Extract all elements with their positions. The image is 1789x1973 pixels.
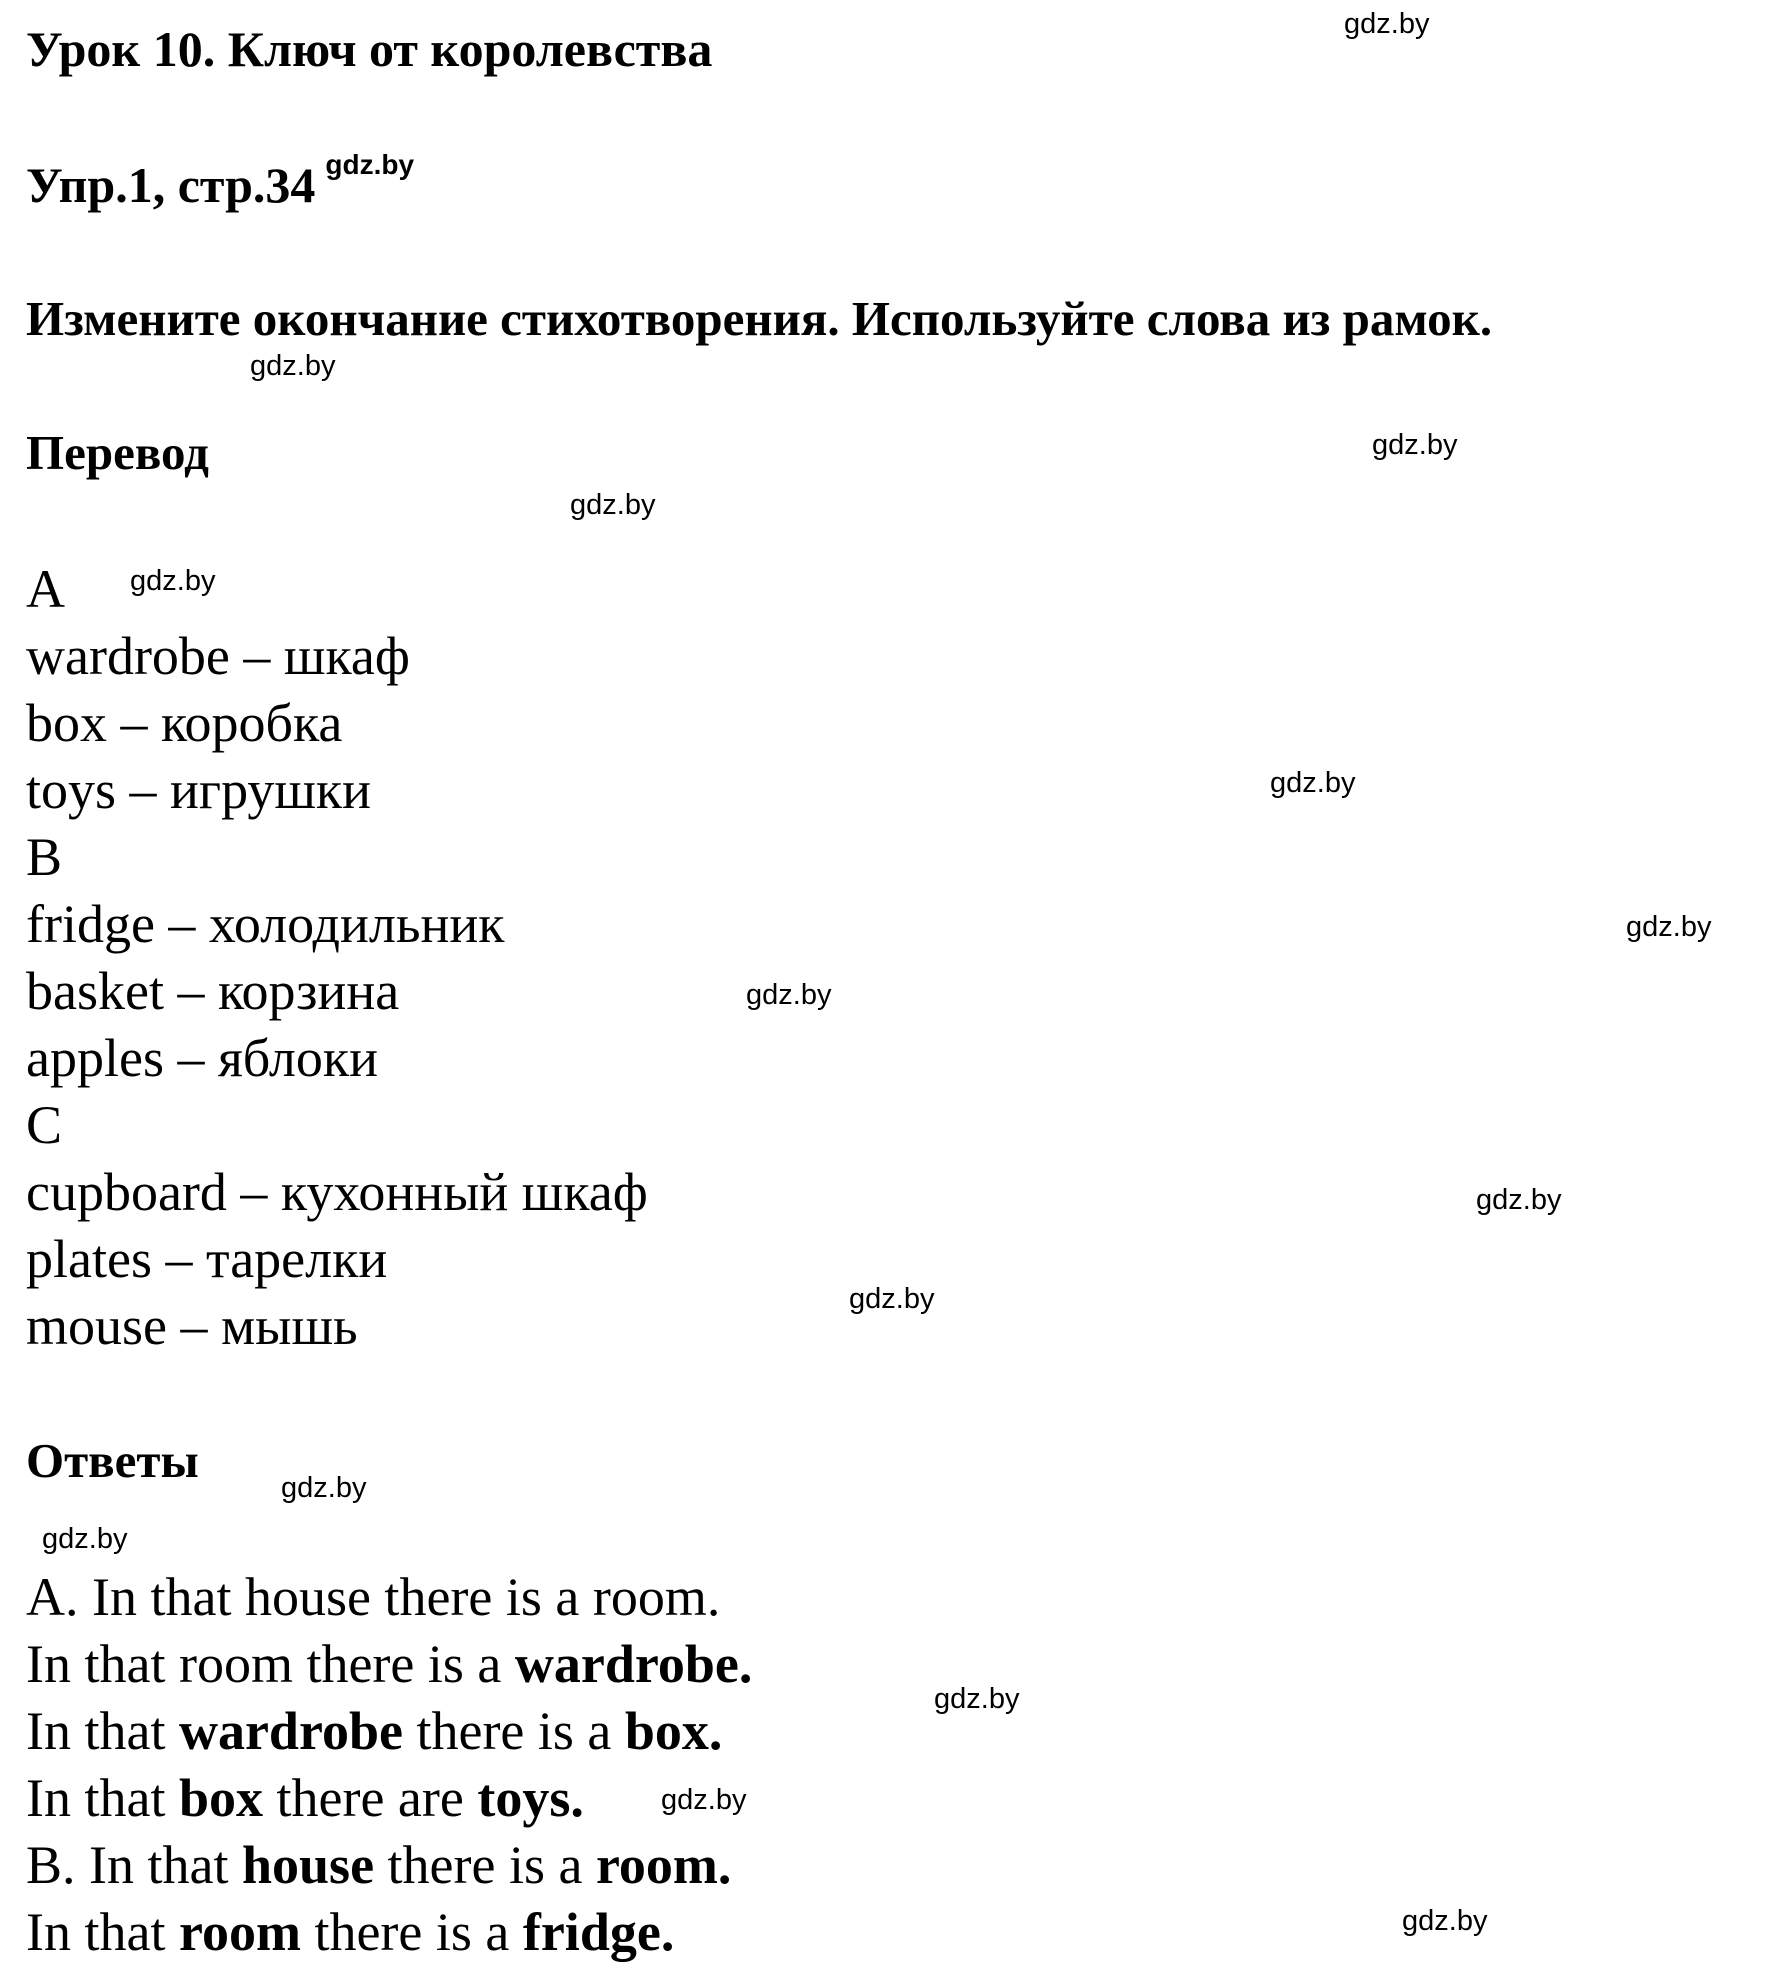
translation-line: C xyxy=(26,1095,63,1155)
instruction: Измените окончание стихотворения. Используйте слова из рамок. xyxy=(26,291,1493,346)
watermark-text: gdz.by xyxy=(746,979,832,1011)
watermark-text: gdz.by xyxy=(1476,1184,1562,1216)
translation-line: toys – игрушки xyxy=(26,760,372,820)
watermark-text: gdz.by xyxy=(1626,911,1712,943)
answer-text: there is a xyxy=(402,1701,625,1761)
answer-text: In that room there is a xyxy=(26,1634,515,1694)
translation-line: A xyxy=(26,559,65,619)
watermark-text: gdz.by xyxy=(250,350,336,382)
translation-heading: Перевод xyxy=(26,425,209,480)
translation-line: apples – яблоки xyxy=(26,1028,379,1088)
watermark-text: gdz.by xyxy=(42,1523,128,1555)
watermark-text: gdz.by xyxy=(130,565,216,597)
exercise-watermark: gdz.by xyxy=(325,149,415,180)
watermark-text: gdz.by xyxy=(849,1283,935,1315)
answer-bold-word: box xyxy=(178,1768,264,1828)
watermark-text: gdz.by xyxy=(1344,8,1430,40)
translation-line: mouse – мышь xyxy=(26,1296,358,1356)
translation-line: cupboard – кухонный шкаф xyxy=(26,1162,648,1222)
watermark-text: gdz.by xyxy=(934,1683,1020,1715)
translation-line: fridge – холодильник xyxy=(26,894,505,954)
exercise-label xyxy=(26,149,415,213)
translation-line: basket – корзина xyxy=(26,961,400,1021)
answer-text: there is a xyxy=(300,1902,523,1962)
answer-text: there is a xyxy=(374,1835,596,1895)
watermark-text: gdz.by xyxy=(1372,429,1458,461)
answer-bold-word: room. xyxy=(595,1835,732,1895)
watermark-text: gdz.by xyxy=(281,1472,367,1504)
exercise-text: Упр.1, стр.34 xyxy=(26,157,316,213)
answer-line xyxy=(26,1902,675,1962)
translation-line: box – коробка xyxy=(26,693,343,753)
watermark-text: gdz.by xyxy=(1270,767,1356,799)
answers-heading: Ответы xyxy=(26,1433,199,1488)
answer-bold-word: toys. xyxy=(477,1768,584,1828)
answer-bold-word: fridge. xyxy=(522,1902,675,1962)
answer-bold-word: wardrobe. xyxy=(514,1634,753,1694)
answer-text: A. In that house there is a room. xyxy=(26,1567,721,1627)
answer-text: there are xyxy=(263,1768,478,1828)
answer-line xyxy=(26,1701,723,1761)
answer-line xyxy=(26,1634,753,1694)
lesson-title: Урок 10. Ключ от королевства xyxy=(26,21,713,77)
watermark-text: gdz.by xyxy=(570,489,656,521)
answer-text: In that xyxy=(26,1701,179,1761)
watermark-text: gdz.by xyxy=(1402,1905,1488,1937)
translation-line: plates – тарелки xyxy=(26,1229,388,1289)
answer-text: B. In that xyxy=(26,1835,242,1895)
watermark-text: gdz.by xyxy=(661,1784,747,1816)
answer-bold-word: house xyxy=(241,1835,375,1895)
answer-text: In that xyxy=(26,1902,179,1962)
translation-line: B xyxy=(26,827,63,887)
answer-line xyxy=(26,1768,584,1828)
answer-bold-word: room xyxy=(178,1902,301,1962)
answer-bold-word: wardrobe xyxy=(178,1701,403,1761)
answer-line xyxy=(26,1835,732,1895)
answer-line xyxy=(26,1567,721,1627)
translation-line: wardrobe – шкаф xyxy=(26,626,410,686)
answer-text: In that xyxy=(26,1768,179,1828)
answer-bold-word: box. xyxy=(624,1701,723,1761)
